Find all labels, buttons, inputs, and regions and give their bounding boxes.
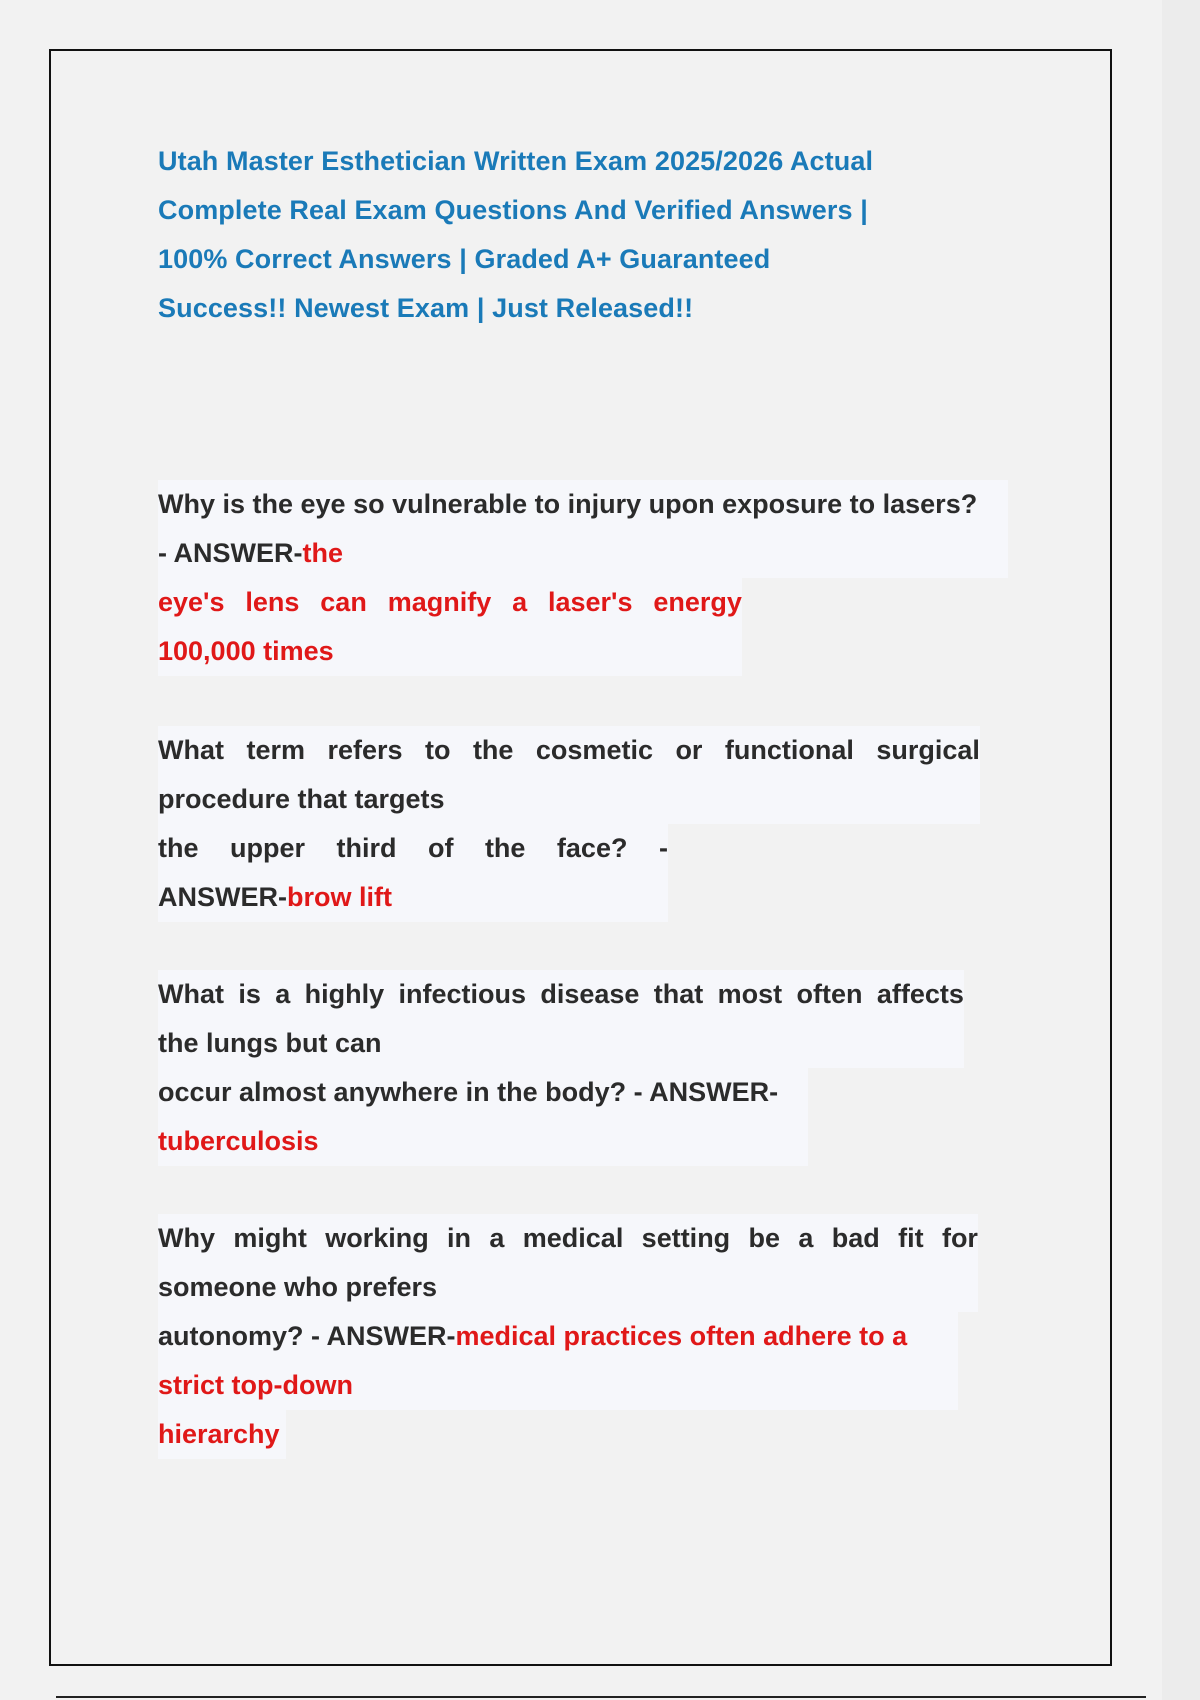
question-line: occur almost anywhere in the body? - ANSWER- — [158, 1068, 808, 1117]
question-line — [158, 726, 980, 775]
question-word: is — [238, 979, 261, 1009]
question-line — [158, 1214, 978, 1263]
question-word: functional — [724, 735, 854, 765]
next-page-edge — [56, 1696, 1146, 1698]
question-word: affects — [876, 979, 964, 1009]
question-line: someone who prefers — [158, 1263, 978, 1312]
qa-item-4 — [158, 1214, 1008, 1459]
title-line: Utah Master Esthetician Written Exam 2025/2026 Actual — [158, 146, 874, 176]
answer-line: strict top-down — [158, 1361, 958, 1410]
qa-item-1 — [158, 480, 1008, 676]
answer-label: ANSWER- — [158, 882, 287, 912]
question-word: the — [158, 833, 199, 863]
question-line: the lungs but can — [158, 1019, 964, 1068]
question-word: the — [472, 735, 514, 765]
answer-text: the — [302, 538, 343, 568]
question-answer-line — [158, 1312, 958, 1361]
answer-text: medical practices often adhere to a — [455, 1321, 908, 1351]
question-line: Why is the eye so vulnerable to injury upon exposure to lasers? — [158, 480, 1008, 529]
question-word: fit — [898, 1223, 924, 1253]
answer-line: 100,000 times — [158, 627, 742, 676]
title-line: Success!! Newest Exam | Just Released!! — [158, 293, 694, 323]
question-word: What — [158, 735, 224, 765]
question-word: in — [447, 1223, 472, 1253]
question-word: working — [325, 1223, 429, 1253]
question-word: most — [717, 979, 783, 1009]
question-answer-line — [158, 873, 668, 922]
question-word: setting — [641, 1223, 731, 1253]
qa-item-2 — [158, 726, 1008, 922]
question-word: or — [675, 735, 703, 765]
answer-word: magnify — [387, 587, 492, 617]
question-word: that — [653, 979, 704, 1009]
answer-label: autonomy? - ANSWER- — [158, 1321, 456, 1351]
answer-word: eye's — [158, 587, 225, 617]
question-word: often — [796, 979, 863, 1009]
question-line — [158, 970, 964, 1019]
question-word: medical — [522, 1223, 624, 1253]
question-word: - — [658, 833, 668, 863]
question-answer-line — [158, 529, 1008, 578]
qa-item-3 — [158, 970, 1008, 1166]
question-word: a — [798, 1223, 814, 1253]
question-word: be — [748, 1223, 781, 1253]
question-word: refers — [327, 735, 403, 765]
question-word: to — [424, 735, 451, 765]
title-line: 100% Correct Answers | Graded A+ Guaranteed — [158, 244, 771, 274]
answer-word: a — [512, 587, 528, 617]
answer-line — [158, 578, 742, 627]
question-line — [158, 824, 668, 873]
answer-text: brow lift — [287, 882, 392, 912]
question-word: face? — [556, 833, 628, 863]
document-title — [158, 137, 948, 333]
question-word: disease — [540, 979, 640, 1009]
question-word: bad — [831, 1223, 880, 1253]
answer-word: lens — [245, 587, 300, 617]
question-word: might — [233, 1223, 307, 1253]
question-word: upper — [229, 833, 305, 863]
question-word: infectious — [398, 979, 526, 1009]
question-word: surgical — [876, 735, 980, 765]
question-word: third — [336, 833, 397, 863]
answer-line: tuberculosis — [158, 1117, 808, 1166]
answer-line: hierarchy — [158, 1410, 286, 1459]
question-word: of — [427, 833, 454, 863]
question-word: a — [489, 1223, 505, 1253]
question-line: procedure that targets — [158, 775, 980, 824]
title-line: Complete Real Exam Questions And Verified Answers | — [158, 195, 868, 225]
question-word: What — [158, 979, 224, 1009]
question-word: Why — [158, 1223, 215, 1253]
answer-word: energy — [653, 587, 742, 617]
question-word: cosmetic — [535, 735, 653, 765]
question-word: the — [484, 833, 526, 863]
question-word: for — [941, 1223, 978, 1253]
answer-word: can — [320, 587, 367, 617]
question-word: highly — [304, 979, 385, 1009]
question-word: a — [275, 979, 291, 1009]
answer-label: - ANSWER- — [158, 538, 303, 568]
answer-word: laser's — [548, 587, 633, 617]
question-word: term — [246, 735, 305, 765]
